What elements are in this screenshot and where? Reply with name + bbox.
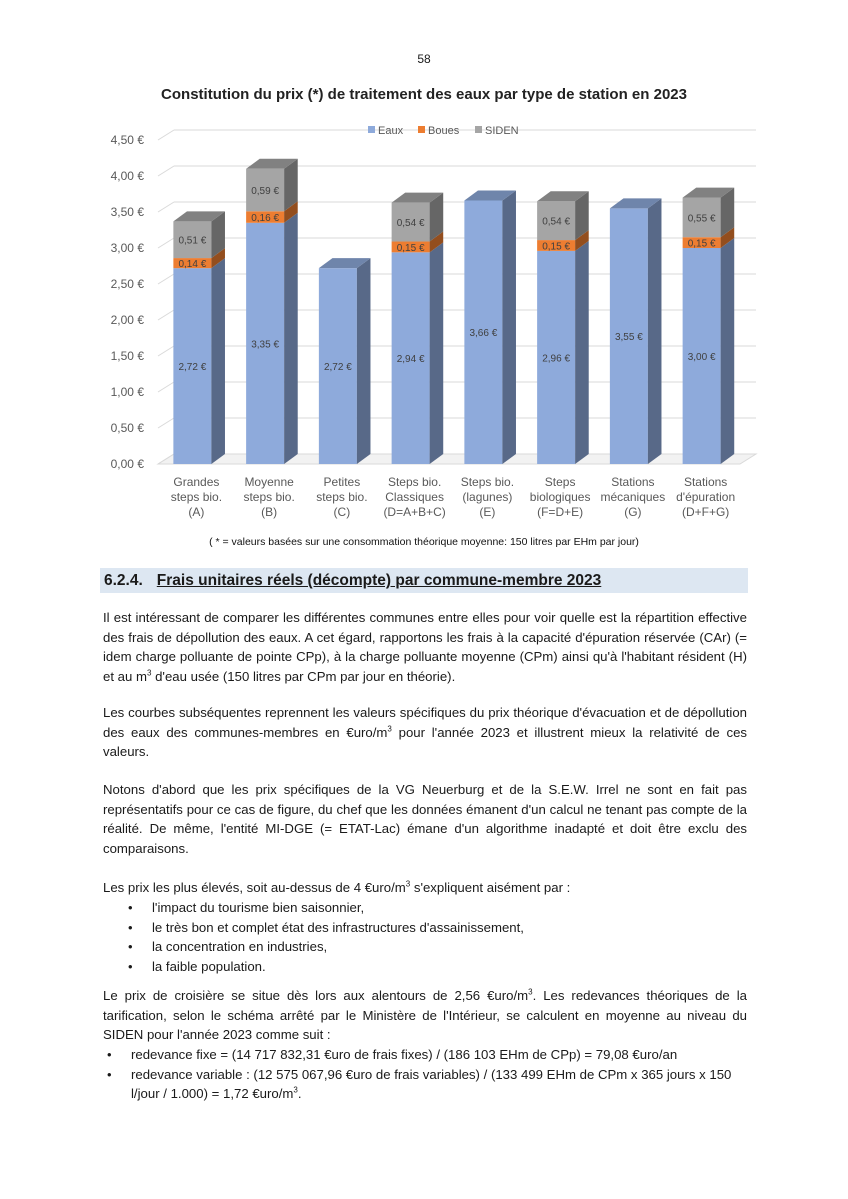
paragraph-1: Il est intéressant de comparer les différentes communes entre elles pour voir quelle est la répartition effective des frais de dépollution des eaux. A cet égard, rapportons les frais à la capacité d'épuration réservée (CAr) (= idem charge polluante de pointe CPp), à la charge polluante moyenne (CPm) ainsi qu'à l'habitant résident (H) et au $m^3$ d'eau usée (150 litres par CPm par jour en théorie). (103, 610, 747, 684)
x-category-line: Stations (611, 475, 655, 489)
data-label: 3,00 € (687, 352, 716, 363)
y-axis (111, 133, 145, 471)
bar-side (502, 190, 516, 464)
bar-side (575, 241, 589, 464)
section-number: 6.2.4. (104, 572, 143, 589)
y-tick-label: 1,00 € (110, 385, 144, 399)
x-category-line: Moyenne (244, 475, 294, 489)
bar-segment-siden (173, 211, 225, 258)
x-category-line: d'épuration (676, 490, 736, 504)
x-category-line: (F=D+E) (537, 505, 584, 519)
y-tick-label: 2,50 € (110, 277, 144, 291)
list-item: • la faible population. (152, 957, 752, 977)
x-category-line: Steps bio. (387, 475, 442, 489)
y-tick-label: 3,00 € (110, 241, 144, 255)
x-category-line: Grandes (173, 475, 220, 489)
bar-segment-eaux (610, 198, 662, 464)
x-category-line: (E) (479, 505, 496, 519)
y-tick-label: 1,50 € (110, 349, 144, 363)
list-item: • la concentration en industries, (152, 937, 752, 957)
paragraph-5: Le prix de croisière se situe dès lors aux alentours de 2,56 $€uro/m^3$. Les redevances théoriques de la tarification, selon le schéma arrêté par le Ministère de l'Intérieur, se calculent en moyenne au niveau du SIDEN pour l'année 2023 comme suit : (103, 987, 747, 1043)
legend-label: Eaux (378, 125, 404, 137)
legend-label: Boues (428, 125, 460, 137)
x-category-line: Steps bio. (460, 475, 515, 489)
bar-segment-siden (537, 191, 589, 240)
bar-segment-eaux (537, 241, 589, 464)
bar-side (357, 258, 371, 464)
gridline-depth (158, 274, 174, 284)
paragraph-3: Notons d'abord que les prix spécifiques de la VG Neuerburg et de la S.E.W. Irrel ne sont en fait pas représentatifs pour ce cas de figure, du chef que les données émanent d'un calcul ne tenant pas compte de la réalité. De même, l'entité MI-DGE (= ETAT-Lac) émane d'un algorithme inadapté et doit être exclu des comparaisons. (103, 782, 747, 856)
x-category-line: steps bio. (243, 490, 295, 504)
bar-segment-siden (392, 193, 444, 242)
list-item: • redevance variable : (12 575 067,96 €uro de frais variables) / (133 499 EHm de CPm x 365 jours x 150 l/jour / 1.000) = 1,72 $€uro/m^3$. (107, 1066, 732, 1102)
data-label: 0,14 € (178, 259, 207, 271)
y-tick-label: 4,50 € (110, 133, 144, 147)
list-item: • redevance fixe = (14 717 832,31 €uro de frais fixes) / (186 103 EHm de CPp) = 79,08 €uro/an (131, 1045, 746, 1065)
bar-side (211, 258, 225, 464)
bullet-icon: • (128, 939, 133, 955)
data-label: 0,15 € (687, 238, 716, 250)
x-axis (171, 475, 735, 519)
gridline-depth (158, 130, 174, 140)
data-label: 3,35 € (251, 339, 280, 351)
data-label: 0,55 € (687, 213, 716, 225)
x-category-line: Petites (323, 475, 361, 489)
x-category-label (676, 475, 735, 519)
bullet-icon: • (107, 1047, 112, 1062)
bar-side (721, 238, 735, 464)
bar-side (430, 242, 444, 464)
gridline-depth (158, 202, 174, 212)
x-category-line: Steps (544, 475, 576, 489)
data-label: 3,55 € (614, 332, 643, 344)
page-number: 58 (417, 52, 431, 66)
bar-segment-siden (246, 159, 298, 211)
gridline-depth (158, 346, 174, 356)
data-label: 2,72 € (178, 362, 207, 374)
data-label: 0,16 € (251, 213, 280, 225)
list-item: • l'impact du tourisme bien saisonnier, (152, 898, 752, 918)
gridline-depth (158, 166, 174, 176)
y-tick-label: 4,00 € (110, 169, 144, 183)
gridline-depth (158, 418, 174, 428)
x-category-line: steps bio. (316, 490, 368, 504)
data-label: 0,54 € (396, 218, 425, 230)
bar-segment-eaux (173, 258, 225, 464)
bar-segment-eaux (246, 213, 298, 464)
x-category-label (461, 475, 514, 519)
gridline-depth (158, 310, 174, 320)
bullet-icon: • (128, 958, 133, 974)
data-label: 0,54 € (542, 216, 571, 228)
legend-label: SIDEN (485, 125, 519, 137)
data-label: 2,96 € (542, 353, 571, 365)
bar-side (284, 213, 298, 464)
x-category-label (530, 475, 591, 519)
bullet-icon: • (128, 919, 133, 935)
bar-side (648, 198, 662, 464)
data-label: 0,59 € (251, 186, 280, 198)
x-category-line: steps bio. (170, 490, 223, 504)
fees-list (107, 1045, 746, 1104)
data-label: 0,51 € (178, 235, 207, 247)
section-heading (100, 568, 748, 593)
bullet-icon: • (107, 1066, 112, 1082)
x-category-line: (G) (624, 505, 642, 519)
x-category-label (316, 475, 367, 519)
y-tick-label: 0,00 € (110, 457, 144, 471)
gridline-depth (158, 238, 174, 248)
data-label: 0,15 € (542, 241, 571, 253)
list-item: • le très bon et complet état des infrastructures d'assainissement, (152, 918, 752, 938)
bar-segment-eaux (319, 258, 371, 464)
data-label: 2,72 € (323, 362, 352, 374)
section-title: Frais unitaires réels (décompte) par commune-membre 2023 (156, 572, 602, 589)
data-label: 0,15 € (396, 242, 425, 254)
x-category-line: Classiques (385, 490, 444, 504)
legend-swatch (475, 126, 482, 133)
bar-segment-eaux (392, 242, 444, 464)
legend-swatch (418, 126, 425, 133)
x-category-line: biologiques (529, 490, 591, 504)
data-label: 2,94 € (396, 354, 425, 366)
x-category-line: Stations (683, 475, 728, 489)
x-category-line: (D=A+B+C) (383, 505, 446, 519)
x-category-line: (B) (261, 505, 278, 519)
chart-footnote: ( * = valeurs basées sur une consommation théorique moyenne: 150 litres par EHm par jour) (209, 536, 639, 548)
paragraph-4: Les prix les plus élevés, soit au-dessus de 4 $€uro/m^3$ s'expliquent aisément par : (103, 879, 571, 895)
y-tick-label: 2,00 € (110, 313, 144, 327)
x-category-line: (C) (333, 505, 351, 519)
x-category-label (383, 475, 445, 519)
x-category-line: (A) (188, 505, 205, 519)
paragraph-2: Les courbes subséquentes reprennent les valeurs spécifiques du prix théorique d'évacuation et de dépollution des eaux des communes-membres en $€uro/m^3$ pour l'année 2023 et illustrent mieux la relativité de ces valeurs. (103, 705, 747, 760)
stacked-bar-chart (90, 110, 770, 530)
legend-swatch (368, 126, 375, 133)
gridline-depth (158, 382, 174, 392)
data-label: 3,66 € (469, 328, 498, 340)
chart-legend (368, 125, 519, 137)
x-category-label (601, 475, 666, 519)
y-tick-label: 0,50 € (110, 421, 144, 435)
y-tick-label: 3,50 € (110, 205, 144, 219)
x-category-line: mécaniques (600, 490, 666, 504)
x-category-label (171, 475, 222, 519)
chart-title: Constitution du prix (*) de traitement des eaux par type de station en 2023 (161, 86, 687, 103)
reasons-list (128, 898, 752, 976)
x-category-label (243, 475, 294, 519)
x-category-line: (D+F+G) (681, 505, 730, 519)
bar-segment-eaux (464, 190, 516, 464)
x-category-line: (lagunes) (462, 490, 513, 504)
bar-segment-eaux (683, 238, 735, 464)
bullet-icon: • (128, 900, 133, 915)
bar-segment-siden (683, 188, 735, 238)
